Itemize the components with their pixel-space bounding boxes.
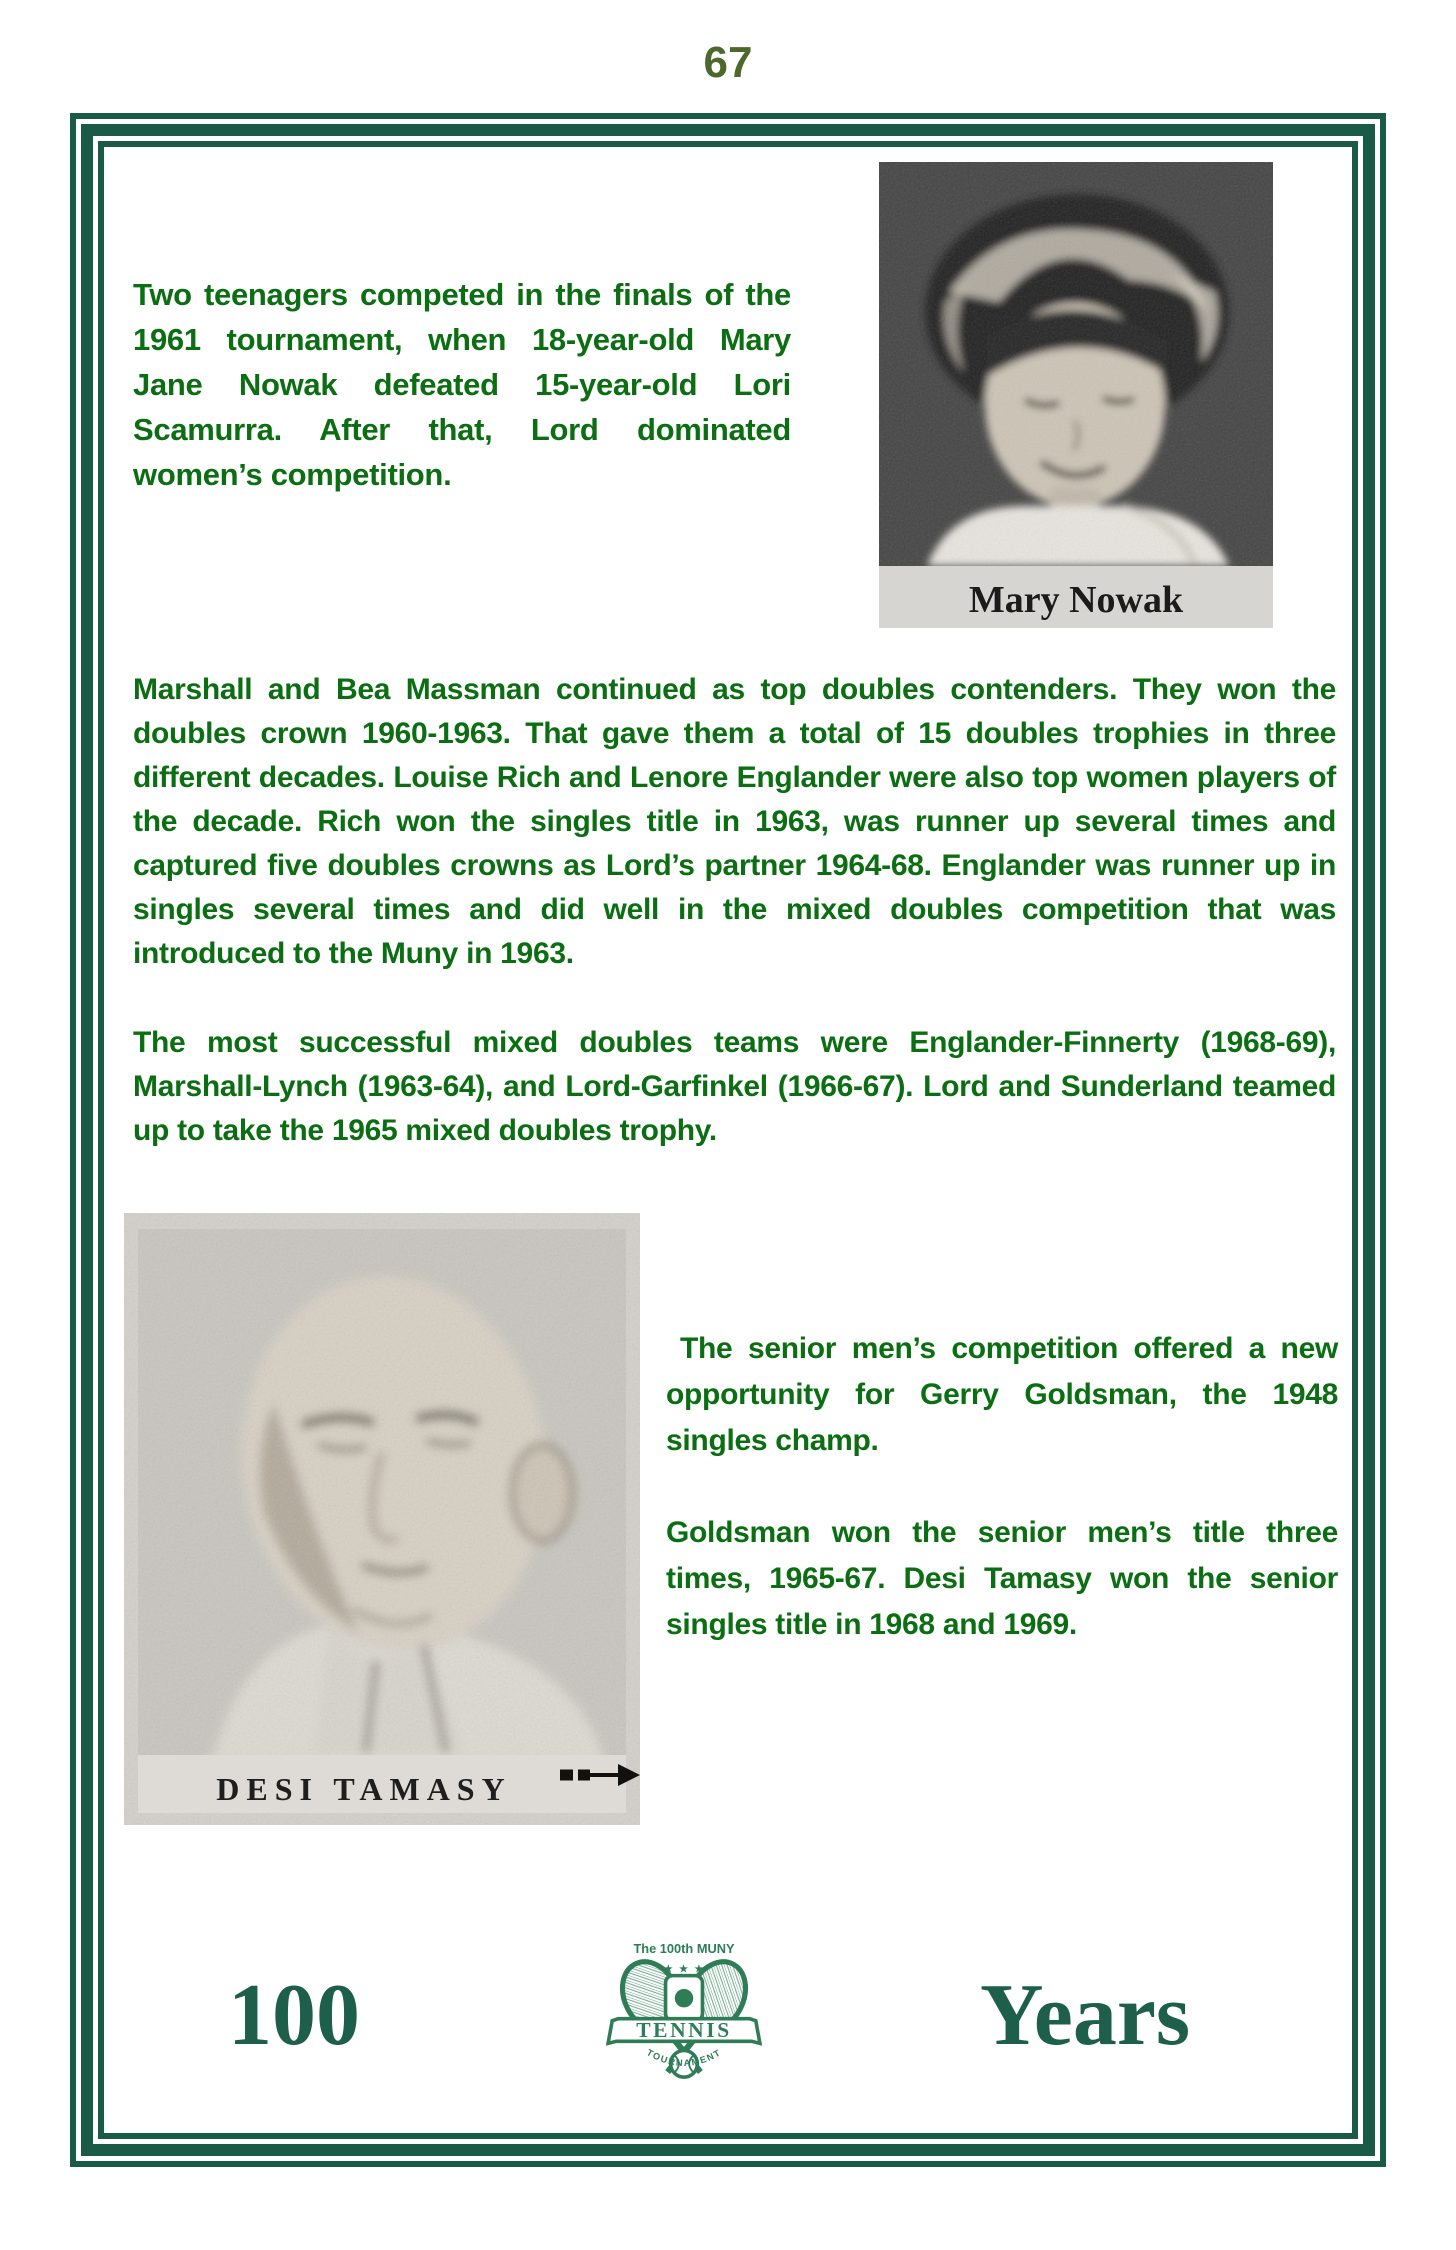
paragraph-doubles-contenders: Marshall and Bea Massman continued as top doubles contenders. They won the doubles crown 1960-1963. That gave them a total of 15 doubles trophies in three different decades. Louise Rich and Lenore Englander were also top women players of the decade. Rich won the singles title in 1963, was runner up several times and captured five doubles crowns as Lord’s partner 1964-68. Englander was runner up in singles several times and did well in the mixed doubles competition that was introduced to the Muny in 1963. <box>133 673 1336 970</box>
logo-tagline: The 100th MUNY <box>633 1941 735 1957</box>
mary-nowak-photo <box>879 162 1273 628</box>
desi-tamasy-photo <box>124 1213 640 1825</box>
logo-stars: ★ ★ ★ <box>663 1963 705 1976</box>
halftone-grain-overlay <box>879 162 1273 566</box>
tennis-ball-icon <box>675 1989 693 2007</box>
paragraph-senior-competition: The senior men’s competition offered a new opportunity for Gerry Goldsman, the 1948 singles champ. <box>666 1332 1338 1457</box>
page-number: 67 <box>703 38 753 87</box>
muny-tennis-logo <box>604 1938 764 2083</box>
paragraph-goldsman-titles: Goldsman won the senior men’s title three times, 1965-67. Desi Tamasy won the senior singles title in 1968 and 1969. <box>666 1516 1338 1641</box>
mary-nowak-caption: Mary Nowak <box>968 579 1184 621</box>
muny-tennis-logo-illustration <box>604 1938 764 2083</box>
logo-title: TENNIS <box>636 2018 732 2043</box>
paragraph-teenagers-finals: Two teenagers competed in the finals of the 1961 tournament, when 18-year-old Mary Jane Nowak defeated 15-year-old Lori Scamurra. After that, Lord dominated women’s competition. <box>133 277 791 492</box>
paragraph-mixed-doubles: The most successful mixed doubles teams were Englander-Finnerty (1968-69), Marshall-Lynch (1963-64), and Lord-Garfinkel (1966-67). Lord and Sunderland teamed up to take the 1965 mixed doubles trophy. <box>133 1026 1336 1147</box>
footer-years: Years <box>980 1967 1191 2064</box>
halftone-grain-overlay <box>124 1213 640 1825</box>
logo-subtitle: TOURNAMENT <box>644 2047 724 2069</box>
mary-nowak-photo-illustration <box>879 162 1273 628</box>
footer-100: 100 <box>228 1967 360 2064</box>
desi-tamasy-photo-illustration <box>124 1213 640 1825</box>
desi-tamasy-caption: DESI TAMASY <box>216 1771 512 1807</box>
